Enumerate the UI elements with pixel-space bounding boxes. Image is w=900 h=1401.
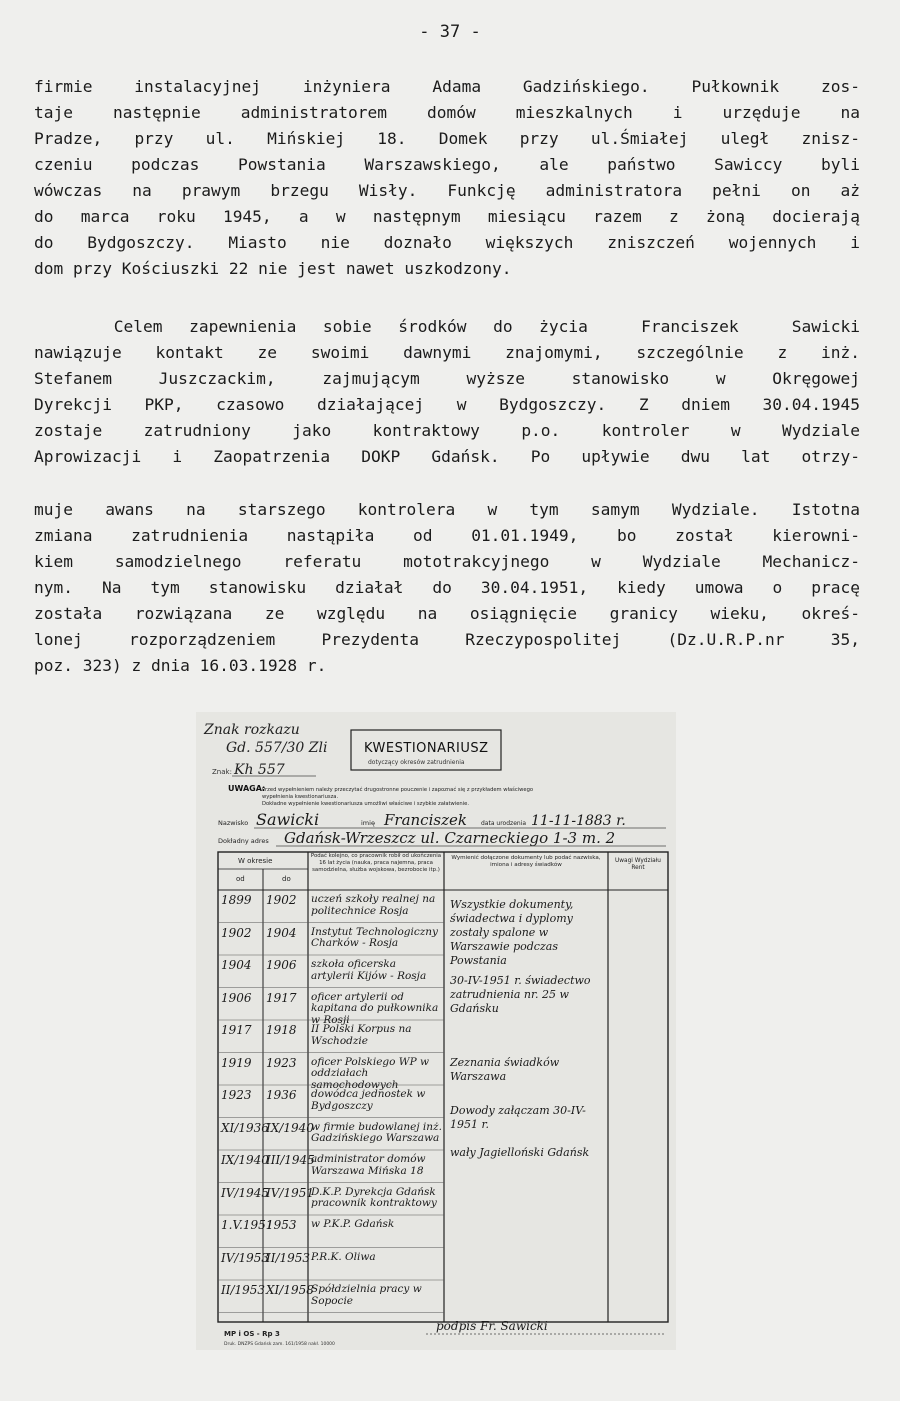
row-from-box [221,992,263,1021]
row-work: P.R.K. Oliwa [311,1250,376,1263]
docs-line: 30-IV-1951 r. świadectwo zatrudnienia nr. 25 w Gdańsku [450,974,591,1015]
row-work-box [311,927,442,956]
text-line: taje następnie administratorem domów mieszkalnych i urzęduje na [34,103,860,122]
col-notes-box [609,858,667,888]
row-from: XI/1936 [221,1120,269,1135]
paragraph-2 [34,314,860,470]
sign-handwritten-1: Znak rozkazu [204,722,300,738]
row-from: 1.V.1951 [221,1218,274,1232]
row-work: uczeń szkoły realnej na politechnice Rosja [311,893,436,917]
row-to-box [266,1057,308,1086]
row-to: IX/1940 [266,1120,314,1135]
row-to: XI/1958 [266,1283,314,1297]
birth-value: 11-11-1883 r. [531,813,626,829]
docs-line: Zeznania świadków Warszawa [450,1056,560,1083]
col-notes: Uwagi Wydziału Rent [615,858,661,871]
firstname-label: imię [361,819,375,827]
row-work: w P.K.P. Gdańsk [311,1218,395,1230]
row-work-box [311,1187,442,1216]
row-from-box [221,1283,266,1313]
row-from-box [221,1120,269,1151]
row-from-box [221,959,263,988]
sign-handwritten-2: Gd. 557/30 Zli [226,740,328,756]
row-work: D.K.P. Dyrekcja Gdańsk pracownik kontraktowy [311,1185,437,1209]
row-from: II/1953 [221,1283,266,1297]
row-work: Instytut Technologiczny Charków - Rosja [311,925,438,949]
row-to: II/1953 [266,1250,311,1265]
form-subtitle: dotyczący okresów zatrudnienia [368,759,465,766]
text-line: firmie instalacyjnej inżyniera Adama Gadzińskiego. Pułkownik zos- [34,77,860,96]
row-to: 1902 [266,893,297,907]
text-line: do Bydgoszczy. Miasto nie doznało większych zniszczeń wojennych i [34,233,860,252]
col-docs: Wymienić dołączone dokumenty lub podać nazwiska, imiona i adresy świadków [451,855,601,868]
sign-value: Kh 557 [234,762,285,778]
warning-line: wypełnienia kwestionariusza. [262,794,339,800]
row-work: szkoła oficerska artylerii Kijów - Rosja [311,958,427,982]
row-to: 1917 [266,990,297,1005]
row-to-box [266,1024,308,1053]
docs-line: Wszystkie dokumenty, świadectwa i dyplomy zostały spalone w Warszawie podczas Powstania [450,898,574,967]
row-to-box [266,1185,314,1216]
row-from: IV/1945 [221,1185,269,1200]
row-work: Spółdzielnia pracy w Sopocie [311,1283,422,1307]
paragraph-3 [34,497,860,679]
row-to-box [266,959,308,988]
row-to-box [266,1120,314,1151]
row-from: 1902 [221,925,252,940]
row-work-box [311,1122,442,1151]
row-from: IX/1940 [221,1153,269,1167]
row-from-box [221,1218,274,1248]
text-line: Aprowizacji i Zaopatrzenia DOKP Gdańsk. Po upływie dwu lat otrzy- [34,447,860,466]
row-to-box [266,927,308,956]
row-to-box [266,1089,308,1118]
docs-line: wały Jagielloński Gdańsk [450,1146,590,1159]
text-line: zmiana zatrudnienia nastąpiła od 01.01.1949, bo został kierowni- [34,526,860,545]
row-to: 1906 [266,958,297,972]
text-line: Pradze, przy ul. Mińskiej 18. Domek przy ul.Śmiałej uległ znisz- [34,129,860,148]
questionnaire-form [196,712,676,1350]
row-from: IV/1953 [221,1250,269,1265]
warning-line: Przed wypełnieniem należy przeczytać drugostronne pouczenie i zapoznać się z przykładem właściwego [262,787,534,793]
text-line: nym. Na tym stanowisku działał do 30.04.1951, kiedy umowa o pracę [34,578,860,597]
footer-small: Druk. DNZPS Gdańsk zam. 161/1958 nakł. 10000 [224,1342,335,1347]
row-work-box [311,1219,442,1248]
surname-value: Sawicki [256,810,320,829]
text-line: zostaje zatrudniony jako kontraktowy p.o. kontroler w Wydziale [34,421,860,440]
row-from: 1917 [221,1023,252,1037]
row-work-box [311,1154,442,1183]
row-to: 1918 [266,1023,297,1037]
page-number: - 37 - [419,22,481,42]
address-value: Gdańsk-Wrzeszcz ul. Czarneckiego 1-3 m. 2 [284,829,616,847]
address-label: Dokładny adres [218,837,269,845]
text-line: lonej rozporządzeniem Prezydenta Rzeczypospolitej (Dz.U.R.P.nr 35, [34,630,860,649]
row-to-box [266,992,308,1021]
row-work-box [311,1252,442,1281]
row-work: II Polski Korpus na Wschodzie [311,1023,412,1047]
col-work-box [310,853,442,889]
row-work-box [311,959,442,988]
warning-label: UWAGA: [228,784,266,793]
row-to: III/1945 [266,1153,315,1167]
docs-box [450,898,606,1318]
text-line: do marca roku 1945, a w następnym miesiącu razem z żoną docierają [34,207,860,226]
docs-text [450,898,606,1160]
row-work-box [311,1024,442,1053]
col-from: od [236,875,245,883]
row-work: w firmie budowlanej inż. Gadzińskiego Warszawa [311,1120,442,1144]
row-from-box [221,1153,269,1183]
col-to: do [282,875,291,883]
row-from: 1906 [221,990,252,1005]
row-to-box [266,1250,311,1281]
row-from-box [221,1089,263,1118]
paragraph-1 [34,74,860,282]
birth-label: data urodzenia [481,820,527,827]
questionnaire-scan [196,712,676,1350]
row-to: 1953 [266,1218,297,1232]
row-to-box [266,1283,314,1313]
row-to-box [266,1219,308,1248]
warning-line: Dokładne wypełnienie kwestionariusza umożliwi właściwe i szybkie załatwienie. [262,801,470,807]
sign-label: Znak: [212,768,232,776]
row-from-box [221,894,263,923]
row-work-box [311,894,442,923]
row-to-box [266,1153,315,1183]
row-from-box [221,1250,269,1281]
text-line: dom przy Kościuszki 22 nie jest nawet uszkodzony. [34,259,512,278]
row-work-box [311,1089,442,1118]
row-work-box [311,990,442,1026]
col-work: Podać kolejno, co pracownik robił od ukończenia 16 lat życia (nauka, praca najemna, praca samodzielna, służba wojskowa, bezrobocie itp.) [310,853,442,873]
row-from: 1923 [221,1088,252,1102]
row-from-box [221,927,263,956]
signature: podpis Fr. Sawicki [436,1319,548,1333]
row-to: 1923 [266,1055,297,1070]
text-line: muje awans na starszego kontrolera w tym samym Wydziale. Istotna [34,500,860,519]
text-line: nawiązuje kontakt ze swoimi dawnymi znajomymi, szczególnie z inż. [34,343,860,362]
row-from-box [221,1057,263,1086]
text-line: została rozwiązana ze względu na osiągnięcie granicy wieku, okreś- [34,604,860,623]
row-from: 1919 [221,1055,252,1070]
firstname-value: Franciszek [384,811,467,829]
docs-line: Dowody załączam 30-IV-1951 r. [450,1104,586,1131]
row-from: 1904 [221,958,252,972]
text-line: Dyrekcji PKP, czasowo działającej w Bydgoszczy. Z dniem 30.04.1945 [34,395,860,414]
row-to: IV/1951 [266,1185,314,1200]
col-docs-box [446,855,606,889]
row-work: oficer artylerii od kapitana do pułkownika w Rosji [311,990,439,1026]
row-work: administrator domów Warszawa Mińska 18 [311,1153,426,1177]
row-from: 1899 [221,893,252,907]
row-to-box [266,894,308,923]
text-line: Stefanem Juszczackim, zajmującym wyższe stanowisko w Okręgowej [34,369,860,388]
row-to: 1904 [266,925,297,940]
row-work-box [311,1284,442,1313]
text-line: poz. 323) z dnia 16.03.1928 r. [34,656,327,675]
text-line: wówczas na prawym brzegu Wisły. Funkcję administratora pełni on aż [34,181,860,200]
row-from-box [221,1024,263,1053]
col-period: W okresie [238,857,273,865]
text-line: czeniu podczas Powstania Warszawskiego, ale państwo Sawiccy byli [34,155,860,174]
row-work: oficer Polskiego WP w oddziałach samochodowych [311,1055,429,1091]
row-to: 1936 [266,1088,297,1102]
row-work-box [311,1055,442,1091]
text-line: kiem samodzielnego referatu mototrakcyjnego w Wydziale Mechanicz- [34,552,860,571]
text-line: Celem zapewnienia sobie środków do życia Franciszek Sawicki [34,317,860,336]
row-work: dowódca jednostek w Bydgoszczy [311,1088,426,1112]
row-from-box [221,1185,269,1216]
surname-label: Nazwisko [218,819,249,827]
form-title: KWESTIONARIUSZ [364,741,489,756]
footer-code: MP i OS - Rp 3 [224,1330,280,1338]
